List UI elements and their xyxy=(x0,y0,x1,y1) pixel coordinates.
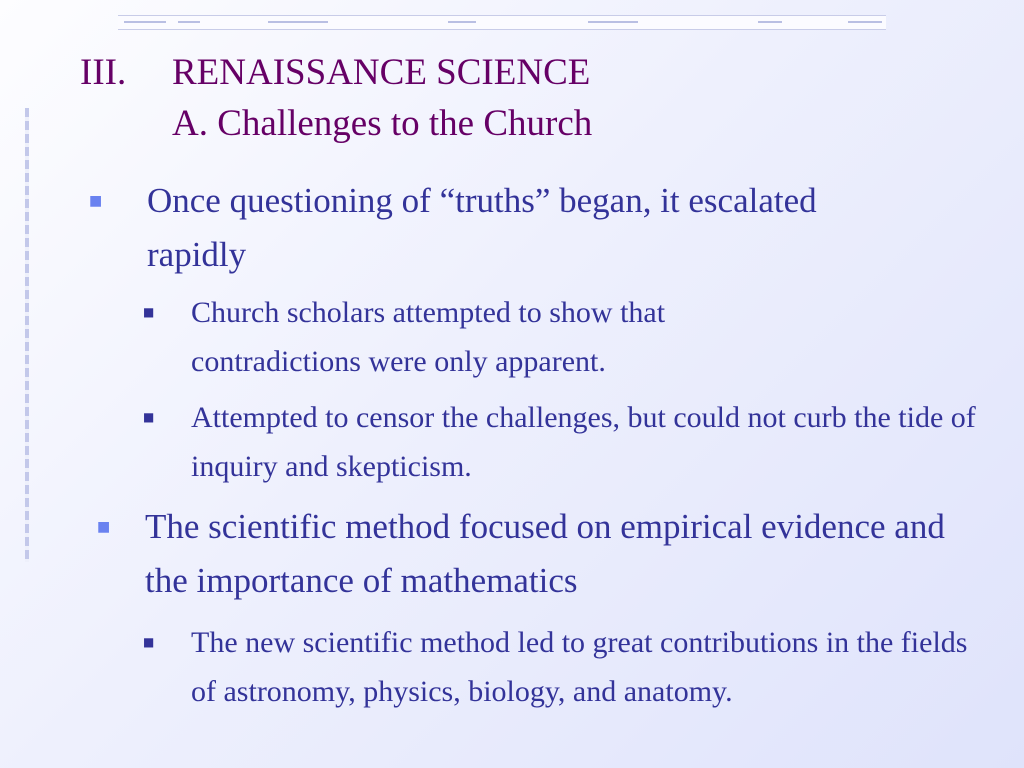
slide-title xyxy=(80,47,592,149)
bullet-1 xyxy=(89,174,867,282)
bullet-1-sub-1-text: Church scholars attempted to show that contradictions were only apparent. xyxy=(191,296,666,378)
bullet-marker-icon: ■ xyxy=(97,519,111,535)
bullet-1-sub-2 xyxy=(143,393,991,491)
bullet-marker-icon: ■ xyxy=(143,635,155,649)
bullet-2 xyxy=(97,500,975,608)
left-decorative-rule xyxy=(25,108,29,562)
bullet-marker-icon: ■ xyxy=(89,193,103,209)
bullet-2-text: The scientific method focused on empirical evidence and the importance of mathematics xyxy=(145,507,945,600)
bullet-1-text: Once questioning of “truths” began, it escalated rapidly xyxy=(147,181,817,274)
bullet-marker-icon: ■ xyxy=(143,410,155,424)
title-main: RENAISSANCE SCIENCE xyxy=(172,52,591,93)
bullet-2-sub-1-text: The new scientific method led to great contributions in the fields of astronomy, physics, biology, and anatomy. xyxy=(191,626,968,708)
bullet-marker-icon: ■ xyxy=(143,305,155,319)
title-number: III. xyxy=(80,52,127,93)
bullet-1-sub-1 xyxy=(143,288,841,386)
bullet-2-sub-1 xyxy=(143,618,991,716)
slide-subtitle: A. Challenges to the Church xyxy=(172,103,593,144)
bullet-1-sub-2-text: Attempted to censor the challenges, but could not curb the tide of inquiry and skepticism. xyxy=(191,401,976,483)
top-decorative-band xyxy=(118,15,886,30)
